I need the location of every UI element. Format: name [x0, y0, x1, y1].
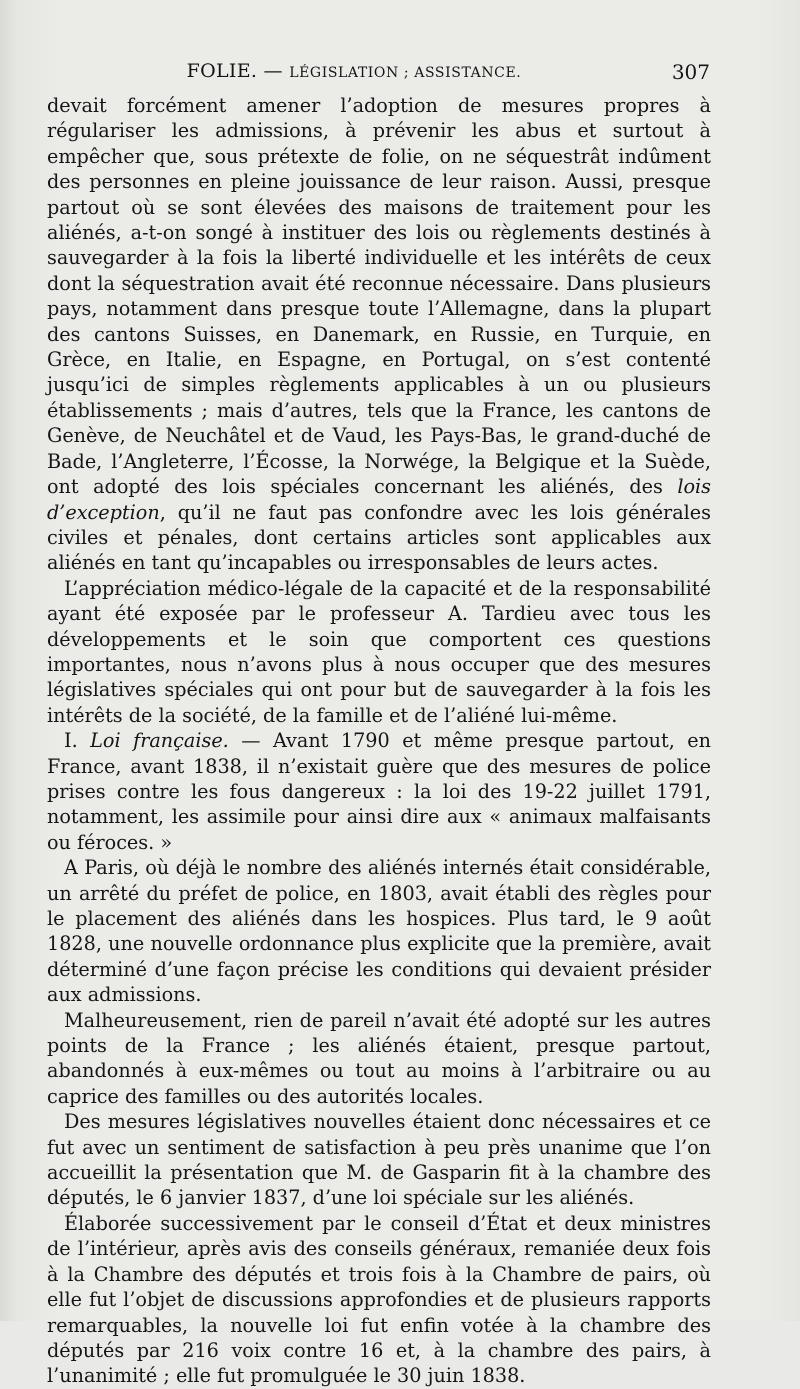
paragraph-7 — [47, 1211, 711, 1389]
paragraph-6-text: Des mesures législatives nouvelles étaient donc nécessaires et ce fut avec un sentiment de satisfaction à peu près unanime que l’on accueillit la présentation que M. de Gasparin fit à la chambre des députés, le 6 janvier 1837, d’une loi spéciale sur les aliénés. — [47, 1110, 711, 1210]
running-head-separator: — — [257, 60, 290, 82]
paragraph-3-text-after: — Avant 1790 et même presque partout, en France, avant 1838, il n’existait guère que des mesures de police prises contre les fous dangereux : la loi des 19-22 juillet 1791, notamment, les assimile pour ainsi dire aux « animaux malfaisants ou féroces. » — [47, 729, 711, 854]
paragraph-3-text: I. — [64, 729, 91, 753]
running-head — [44, 60, 664, 82]
page-number: 307 — [671, 60, 710, 84]
paragraph-4 — [47, 855, 711, 1007]
paragraph-1-italic: lois d’exception — [47, 475, 711, 524]
paragraph-1-text-after: , qu’il ne faut pas confondre avec les lois générales civiles et pénales, dont certains articles sont applicables aux aliénés en tant qu’incapables ou irresponsables de leurs actes. — [47, 500, 711, 575]
paragraph-3 — [47, 728, 711, 855]
paragraph-1-text: devait forcément amener l’adoption de mesures propres à régulariser les admissions, à prévenir les abus et surtout à empêcher que, sous prétexte de folie, on ne séquestrât indûment des personnes en pleine jouissance de leur raison. Aussi, presque partout où se sont élevées des maisons de traitement pour les aliénés, a-t-on songé à instituer des lois ou règlements destinés à sauvegarder à la fois la liberté individuelle et les intérêts de ceux dont la séquestration avait été reconnue nécessaire. Dans plusieurs pays, notamment dans presque toute l’Allemagne, dans la plupart des cantons Suisses, en Danemark, en Russie, en Turquie, en Grèce, en Italie, en Espagne, en Portugal, on s’est contenté jusqu’ici de simples règlements applicables à un ou plusieurs établissements ; mais d’autres, tels que la France, les cantons de Genève, de Neuchâtel et de Vaud, les Pays-Bas, le grand-duché de Bade, l’Angleterre, l’Écosse, la Norwége, la Belgique et la Suède, ont adopté des lois spéciales concernant les aliénés, des — [47, 94, 711, 499]
paragraph-2-text: L’appréciation médico-légale de la capacité et de la responsabilité ayant été exposée par le professeur A. Tardieu avec tous les développements et le soin que comportent ces questions importantes, nous n’avons plus à nous occuper que des mesures législatives spéciales qui ont pour but de sauvegarder à la fois les intérêts de la société, de la famille et de l’aliéné lui-même. — [47, 576, 711, 727]
paragraph-1 — [47, 93, 711, 576]
paragraph-5-text: Malheureusement, rien de pareil n’avait été adopté sur les autres points de la France ; les aliénés étaient, presque partout, abandonnés à eux-mêmes ou tout au moins à l’arbitraire ou au caprice des familles ou des autorités locales. — [47, 1008, 711, 1108]
body-text — [47, 93, 711, 1389]
running-head-main: FOLIE. — [186, 60, 258, 82]
paragraph-2 — [47, 576, 711, 728]
paragraph-3-italic: Loi française. — [90, 729, 229, 753]
paragraph-4-text: A Paris, où déjà le nombre des aliénés internés était considérable, un arrêté du préfet de police, en 1803, avait établi des règles pour le placement des aliénés dans les hospices. Plus tard, le 9 août 1828, une nouvelle ordonnance plus explicite que la première, avait déterminé d’une façon précise les conditions qui devaient présider aux admissions. — [47, 856, 711, 1007]
paragraph-5 — [47, 1008, 711, 1110]
paragraph-7-text: Élaborée successivement par le conseil d’État et deux ministres de l’intérieur, après avis des conseils généraux, remaniée deux fois à la Chambre des députés et trois fois à la Chambre de pairs, où elle fut l’objet de discussions approfondies et de plusieurs rapports remarquables, la nouvelle loi fut enfin votée à la chambre des députés par 216 voix contre 16 et, à la chambre des pairs, à l’unanimité ; elle fut promulguée le 30 juin 1838. — [47, 1211, 711, 1388]
running-head-section: LÉGISLATION ; ASSISTANCE. — [289, 65, 522, 81]
paragraph-6 — [47, 1109, 711, 1211]
page-header — [44, 58, 710, 86]
